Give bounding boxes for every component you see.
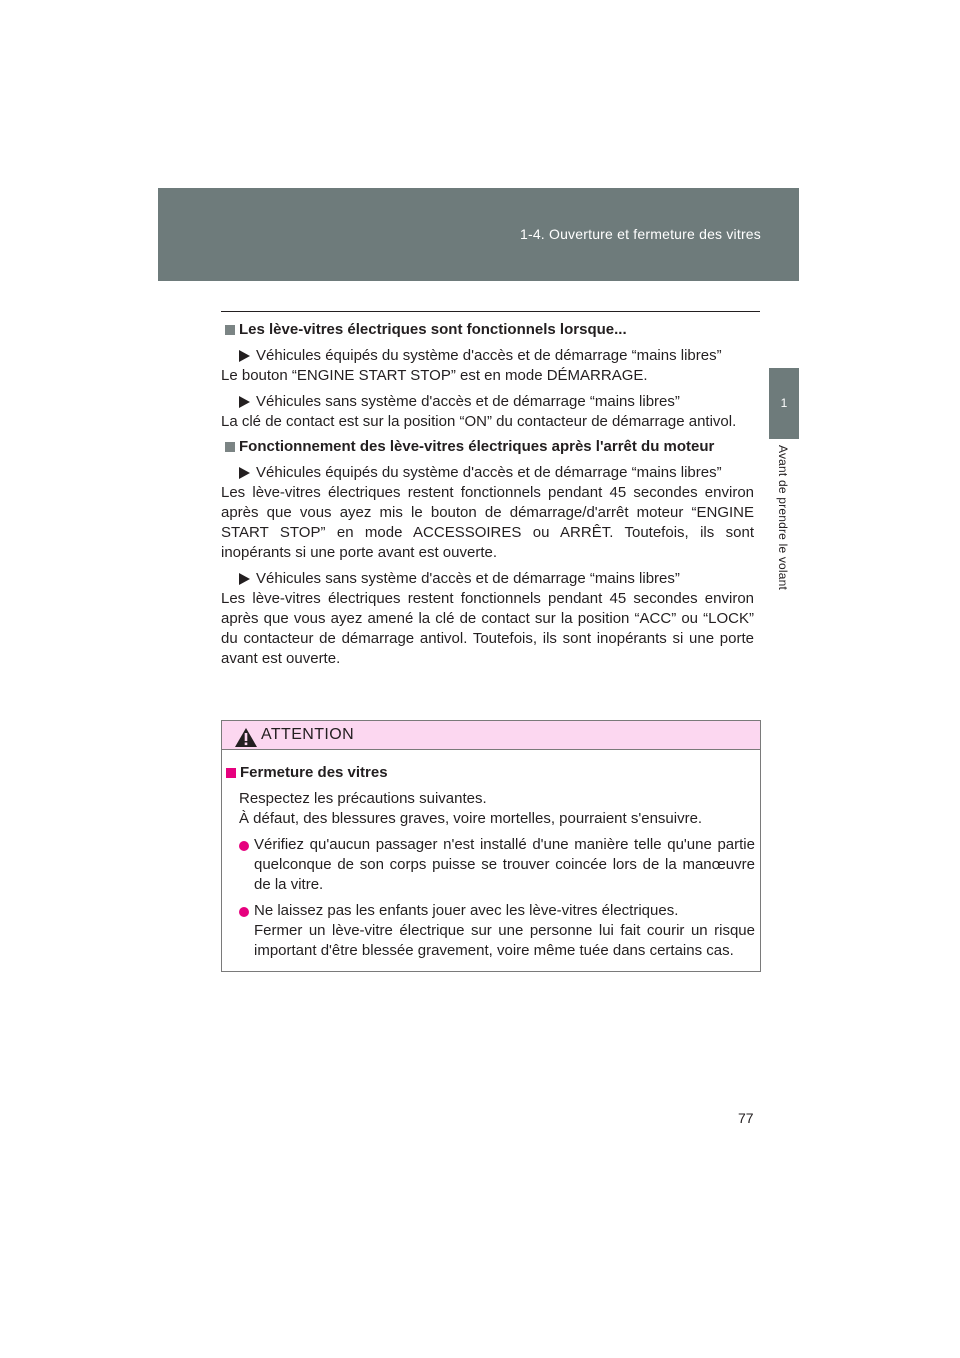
condition-text: Véhicules équipés du système d'accès et de démarrage “mains libres” <box>256 347 722 364</box>
condition-block <box>221 463 754 563</box>
square-bullet-icon <box>225 325 235 335</box>
attention-header <box>222 721 760 750</box>
condition-paragraph: Le bouton “ENGINE START STOP” est en mode DÉMARRAGE. <box>221 367 648 384</box>
section-heading-text: Fonctionnement des lève-vitres électriques après l'arrêt du moteur <box>239 438 715 455</box>
bullet-dot-icon <box>239 841 249 851</box>
square-bullet-icon <box>226 768 236 778</box>
condition-text: Véhicules sans système d'accès et de démarrage “mains libres” <box>256 570 680 587</box>
header-band <box>158 188 799 281</box>
condition-line <box>238 346 754 366</box>
condition-paragraph: Les lève-vitres électriques restent fonctionnels pendant 45 secondes environ après que vous ayez amené la clé de contact sur la position “ACC” ou “LOCK” du contacteur de démarrage antivol. Toutefois, ils sont inopérants si une porte avant est ouverte. <box>221 590 754 667</box>
attention-intro-line: Respectez les précautions suivantes. <box>239 790 487 807</box>
chapter-number: 1 <box>780 396 788 410</box>
square-bullet-icon <box>225 442 235 452</box>
attention-intro-line: À défaut, des blessures graves, voire mortelles, pourraient s'ensuivre. <box>239 810 703 827</box>
bullet-text: Fermer un lève-vitre électrique sur une personne lui fait courir un risque important d'être blessée gravement, voire même tuée dans certains cas. <box>254 922 755 959</box>
section-heading <box>221 437 754 457</box>
attention-heading-text: Fermeture des vitres <box>240 764 388 781</box>
attention-box <box>221 720 761 972</box>
attention-title: ATTENTION <box>261 726 355 743</box>
main-content <box>221 320 754 674</box>
section-heading-text: Les lève-vitres électriques sont fonctionnels lorsque... <box>239 321 627 338</box>
bullet-dot-icon <box>239 907 249 917</box>
warning-triangle-icon <box>235 728 257 747</box>
arrow-right-icon <box>239 350 250 362</box>
section-title: 1-4. Ouverture et fermeture des vitres <box>519 226 761 242</box>
condition-line <box>238 463 754 483</box>
arrow-right-icon <box>239 467 250 479</box>
condition-paragraph: Les lève-vitres électriques restent fonctionnels pendant 45 secondes environ après que vous ayez mis le bouton de démarrage/d'arrêt moteur “ENGINE START STOP” en mode ACCESSOIRES ou ARRÊT. Toutefois, ils sont inopérants si une porte avant est ouverte. <box>221 484 754 561</box>
top-rule <box>221 311 760 312</box>
arrow-right-icon <box>239 573 250 585</box>
condition-text: Véhicules équipés du système d'accès et de démarrage “mains libres” <box>256 464 722 481</box>
condition-line <box>238 392 754 412</box>
attention-bullet <box>222 901 755 961</box>
condition-text: Véhicules sans système d'accès et de démarrage “mains libres” <box>256 393 680 410</box>
bullet-text: Vérifiez qu'aucun passager n'est installé d'une manière telle qu'une partie quelconque de son corps puisse se trouver coincée lors de la manœuvre de la vitre. <box>254 836 755 893</box>
section-heading <box>221 320 754 340</box>
condition-paragraph: La clé de contact est sur la position “ON” du contacteur de démarrage antivol. <box>221 413 737 430</box>
condition-block <box>221 392 754 432</box>
chapter-tab <box>769 368 799 439</box>
attention-heading <box>222 763 755 783</box>
attention-bullet <box>222 835 755 895</box>
attention-body <box>222 750 760 961</box>
condition-line <box>238 569 754 589</box>
condition-block <box>221 569 754 669</box>
chapter-label: Avant de prendre le volant <box>776 445 790 591</box>
arrow-right-icon <box>239 396 250 408</box>
bullet-text: Ne laissez pas les enfants jouer avec les lève-vitres électriques. <box>254 902 679 919</box>
condition-block <box>221 346 754 386</box>
page-number: 77 <box>738 1110 754 1126</box>
attention-intro <box>222 789 755 829</box>
